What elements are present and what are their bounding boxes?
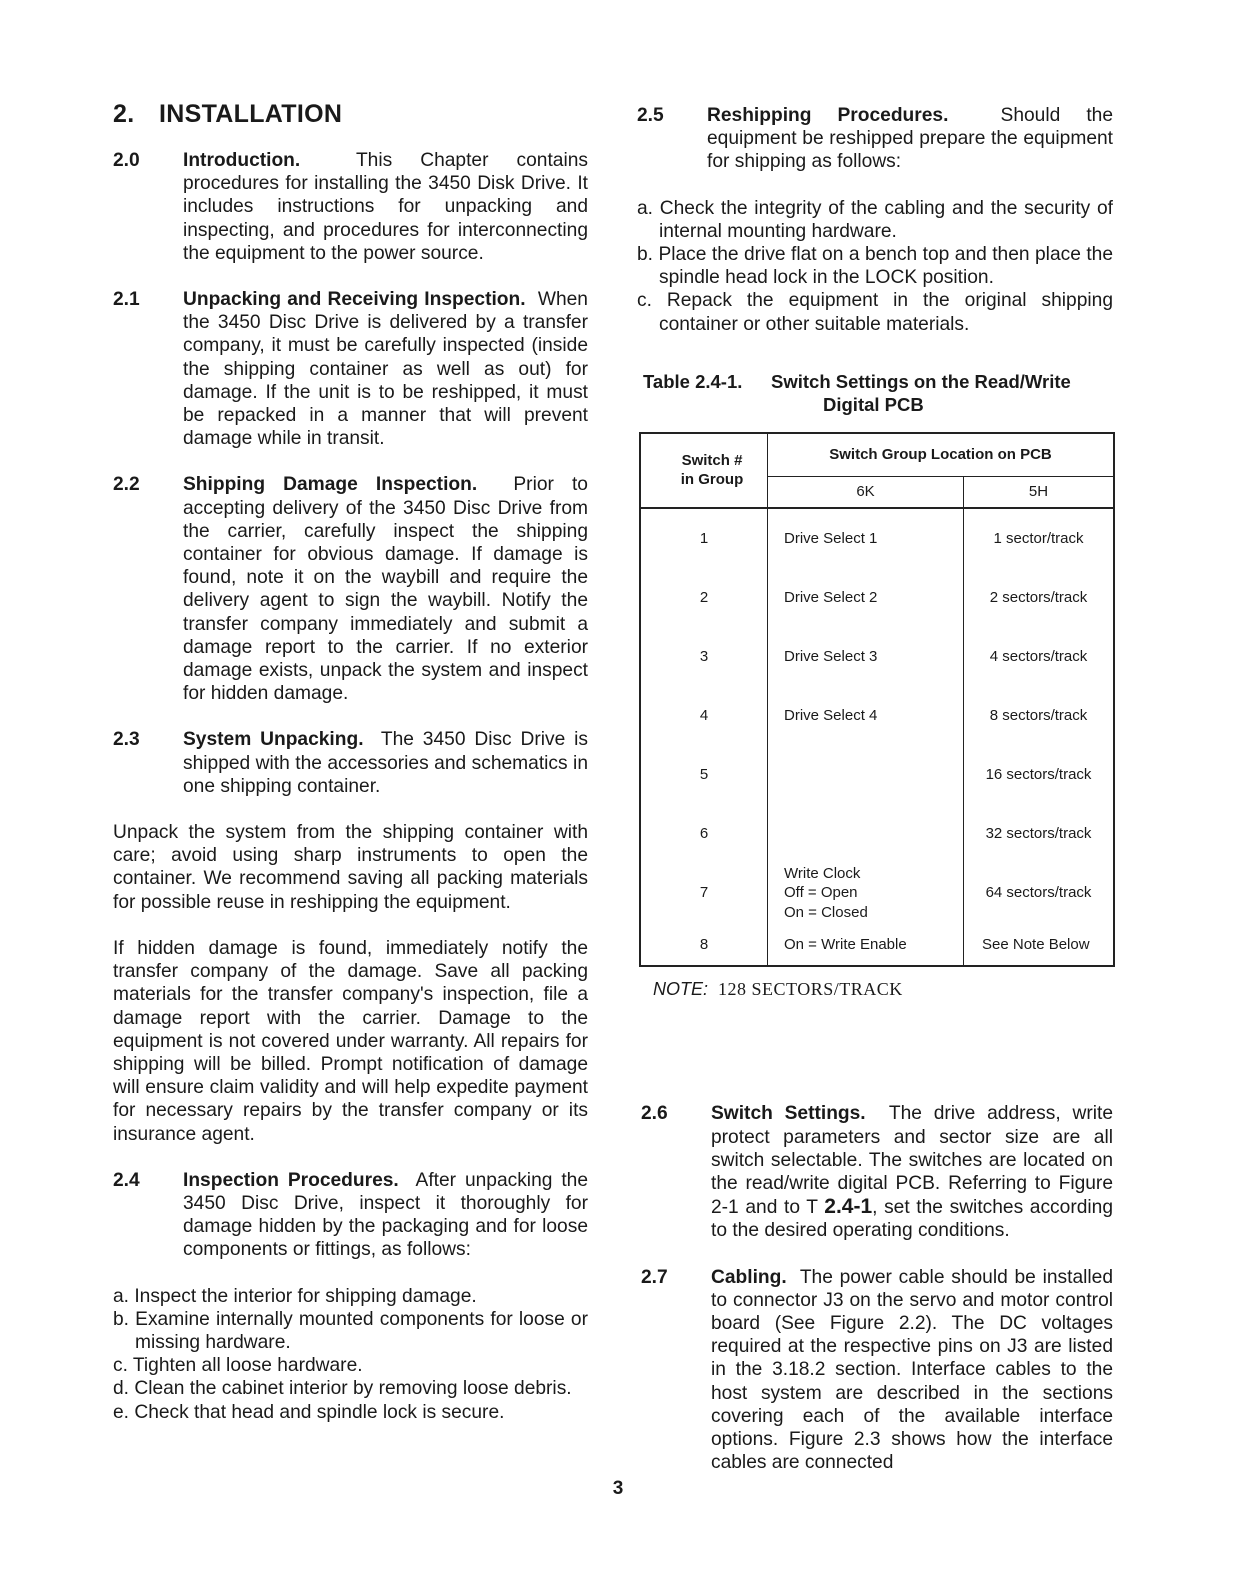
cell-5h: 4 sectors/track [964, 627, 1115, 686]
chapter-heading [113, 100, 588, 129]
table-row [640, 804, 1114, 863]
section-number: 2.1 [113, 289, 140, 311]
section-text-end: , set the switches according to the desired operating conditions. [711, 1197, 1113, 1242]
table-row [640, 745, 1114, 804]
table-caption [643, 370, 1113, 416]
section-title: Unpacking and Receiving Inspection. [183, 289, 526, 311]
cell-6k: On = Write Enable [768, 923, 964, 966]
section-title: Switch Settings. [711, 1103, 866, 1125]
section-2-4 [113, 1169, 588, 1262]
cell-5h: 2 sectors/track [964, 568, 1115, 627]
cell-6k: Write Clock Off = Open On = Closed [768, 863, 964, 924]
inspection-list [113, 1285, 588, 1424]
list-item: d. Clean the cabinet interior by removing loose debris. [113, 1378, 572, 1400]
table-row [640, 923, 1114, 966]
section-text: Should the equipment be reshipped prepare the equipment for shipping as follows: [707, 105, 1113, 173]
right-column [637, 104, 1113, 1497]
section-number: 2.0 [113, 150, 140, 171]
header-switch-number [640, 433, 768, 508]
switch-number-cell: 5 [640, 745, 768, 804]
table-row [640, 863, 1114, 924]
section-2-0 [113, 149, 588, 265]
section-text: After unpacking the 3450 Disc Drive, inspect it thoroughly for damage hidden by the packaging and for loose components or fittings, as follows: [183, 1169, 588, 1261]
section-text: The drive address, write protect parameters and sector size are all switch selectable. The switches are located on the read/write digital PCB. Referring to Figure 2-1 and to T [711, 1103, 1113, 1219]
table-row [640, 686, 1114, 745]
table-title-line-1: Switch Settings on the Read/Write [771, 370, 1071, 392]
reshipping-list [637, 197, 1113, 336]
section-title: Inspection Procedures. [183, 1169, 399, 1191]
cell-6k: Drive Select 3 [768, 627, 964, 686]
cell-6k: Drive Select 2 [768, 568, 964, 627]
header-group-location: Switch Group Location on PCB [768, 433, 1115, 477]
note-label: NOTE: [653, 979, 709, 1000]
section-2-7 [641, 1266, 1113, 1475]
list-item: c. Repack the equipment in the original shipping container or other suitable materials. [637, 290, 1113, 335]
section-2-2 [113, 473, 588, 705]
switch-number-cell: 7 [640, 863, 768, 924]
table-number: Table 2.4-1. [643, 370, 743, 392]
cell-5h: 32 sectors/track [964, 804, 1115, 863]
section-2-5 [637, 104, 1113, 174]
list-item: e. Check that head and spindle lock is secure. [113, 1401, 505, 1423]
section-text: The power cable should be installed to connector J3 on the servo and motor control board (See Figure 2.2). The DC voltages required at the respective pins on J3 are listed in the 3.18.2 section. Interface cables to the host system are described in the sections covering each of the available interface options. Figure 2.3 shows how the interface cables are connected [711, 1266, 1113, 1474]
section-number: 2.7 [641, 1266, 668, 1288]
cell-5h: 64 sectors/track [964, 863, 1115, 924]
cell-5h: 16 sectors/track [964, 745, 1115, 804]
section-2-6 [641, 1102, 1113, 1242]
chapter-title: INSTALLATION [159, 100, 343, 128]
switch-number-cell: 4 [640, 686, 768, 745]
switch-number-cell: 2 [640, 568, 768, 627]
switch-number-cell: 8 [640, 923, 768, 966]
section-number: 2.6 [641, 1103, 668, 1125]
table-row [640, 508, 1114, 568]
cell-5h: See Note Below [964, 923, 1115, 966]
page-number: 3 [612, 1478, 624, 1499]
unpacking-paragraph: Unpack the system from the shipping container with care; avoid using sharp instruments to open the container. We recommend saving all packing materials for possible reuse in reshipping the equipment. [113, 822, 588, 913]
list-item: a. Check the integrity of the cabling and the security of internal mounting hardware. [637, 197, 1113, 242]
table-row [640, 568, 1114, 627]
table-row [640, 627, 1114, 686]
section-number: 2.5 [637, 105, 664, 126]
cell-6k: Drive Select 1 [768, 508, 964, 568]
section-2-1 [113, 288, 588, 450]
section-text: This Chapter contains procedures for installing the 3450 Disk Drive. It includes instructions for unpacking and inspecting, and procedures for interconnecting the equipment to the power source. [183, 150, 588, 264]
left-column [113, 100, 588, 1447]
section-text: The 3450 Disc Drive is shipped with the accessories and schematics in one shipping container. [183, 729, 588, 797]
cell-5h: 1 sector/track [964, 508, 1115, 568]
section-title: Introduction. [183, 150, 301, 171]
cell-6k [768, 804, 964, 863]
list-item: c. Tighten all loose hardware. [113, 1355, 363, 1377]
section-title: System Unpacking. [183, 729, 364, 751]
list-item: b. Place the drive flat on a bench top and then place the spindle head lock in the LOCK position. [637, 244, 1113, 289]
section-number: 2.4 [113, 1169, 140, 1191]
section-text: When the 3450 Disc Drive is delivered by a transfer company, it must be carefully inspected (inside the shipping container as well as out) for damage. If the unit is to be reshipped, it must be repacked in a manner that will prevent damage while in transit. [183, 289, 588, 450]
switch-number-cell: 6 [640, 804, 768, 863]
switch-settings-table [639, 432, 1115, 968]
switch-number-cell: 1 [640, 508, 768, 568]
section-number: 2.3 [113, 729, 140, 751]
header-5h: 5H [964, 476, 1115, 508]
table-title-line-2: Digital PCB [823, 393, 924, 415]
note-text: 128 SECTORS/TRACK [718, 979, 903, 1000]
chapter-number: 2. [113, 100, 135, 128]
table-note [653, 979, 1113, 1000]
section-title: Reshipping Procedures. [707, 105, 949, 126]
table-reference: 2.4-1 [824, 1195, 873, 1219]
list-item: b. Examine internally mounted components for loose or missing hardware. [113, 1308, 588, 1353]
header-in-group-label: in Group [680, 471, 744, 489]
list-item: a. Inspect the interior for shipping damage. [113, 1285, 477, 1307]
section-title: Shipping Damage Inspection. [183, 474, 478, 496]
section-number: 2.2 [113, 474, 140, 496]
section-2-3 [113, 728, 588, 798]
section-title: Cabling. [711, 1266, 787, 1288]
section-text: Prior to accepting delivery of the 3450 Disc Drive from the carrier, carefully inspect the shipping container for obvious damage. If damage is found, note it on the waybill and require the delivery agent to sign the waybill. Notify the transfer company immediately and submit a damage report to the carrier. If no exterior damage exists, unpack the system and inspect for hidden damage. [183, 474, 588, 705]
hidden-damage-paragraph: If hidden damage is found, immediately notify the transfer company of the damage. Save all packing materials for the transfer company's inspection, file a damage report with the carrier. Damage to the equipment is not covered under warranty. All repairs for shipping will be billed. Prompt notification of damage will ensure claim validity and will help expedite payment for necessary repairs by the transfer company or its insurance agent. [113, 937, 588, 1145]
cell-6k [768, 745, 964, 804]
switch-number-cell: 3 [640, 627, 768, 686]
header-6k: 6K [768, 476, 964, 508]
cell-6k: Drive Select 4 [768, 686, 964, 745]
header-switch-label: Switch # [681, 452, 743, 470]
cell-5h: 8 sectors/track [964, 686, 1115, 745]
